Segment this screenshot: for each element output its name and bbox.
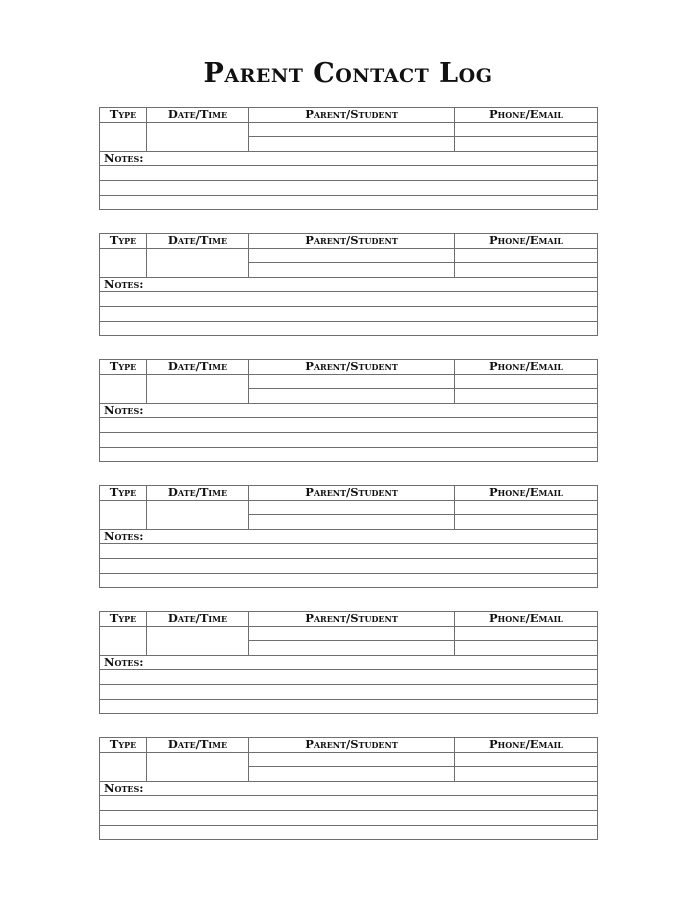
parent-student-field[interactable] — [249, 641, 455, 656]
notes-row — [100, 796, 598, 811]
notes-line[interactable] — [100, 573, 598, 588]
parent-student-field[interactable] — [249, 515, 455, 530]
notes-label: Notes: — [100, 781, 598, 796]
type-header: Type — [100, 486, 147, 501]
notes-line[interactable] — [100, 544, 598, 559]
notes-label-row — [100, 403, 598, 418]
header-row — [100, 360, 598, 375]
notes-row — [100, 432, 598, 447]
type-header: Type — [100, 612, 147, 627]
notes-line[interactable] — [100, 810, 598, 825]
type-field[interactable] — [100, 374, 147, 403]
phone-email-header: Phone/Email — [455, 234, 598, 249]
entry-row — [100, 500, 598, 515]
notes-label-row — [100, 277, 598, 292]
contact-log-table — [99, 737, 598, 840]
parent-student-field[interactable] — [249, 767, 455, 782]
contact-log-table — [99, 485, 598, 588]
type-field[interactable] — [100, 626, 147, 655]
notes-label-row — [100, 151, 598, 166]
notes-label: Notes: — [100, 655, 598, 670]
contact-log-entry — [99, 233, 597, 336]
contact-log-entry — [99, 737, 597, 840]
parent-student-header: Parent/Student — [249, 612, 455, 627]
datetime-field[interactable] — [147, 122, 249, 151]
entry-row — [100, 374, 598, 389]
parent-student-field[interactable] — [249, 122, 455, 137]
notes-row — [100, 292, 598, 307]
parent-student-field[interactable] — [249, 248, 455, 263]
header-row — [100, 108, 598, 123]
datetime-field[interactable] — [147, 752, 249, 781]
datetime-field[interactable] — [147, 374, 249, 403]
phone-email-field[interactable] — [455, 374, 598, 389]
notes-line[interactable] — [100, 195, 598, 210]
datetime-field[interactable] — [147, 500, 249, 529]
phone-email-field[interactable] — [455, 641, 598, 656]
page-title: Parent Contact Log — [203, 58, 493, 89]
parent-student-header: Parent/Student — [249, 738, 455, 753]
parent-student-header: Parent/Student — [249, 234, 455, 249]
notes-row — [100, 321, 598, 336]
phone-email-header: Phone/Email — [455, 360, 598, 375]
notes-line[interactable] — [100, 699, 598, 714]
phone-email-header: Phone/Email — [455, 612, 598, 627]
phone-email-field[interactable] — [455, 263, 598, 278]
notes-label: Notes: — [100, 277, 598, 292]
contact-log-entry — [99, 107, 597, 210]
phone-email-header: Phone/Email — [455, 108, 598, 123]
contact-log-entry — [99, 359, 597, 462]
notes-row — [100, 166, 598, 181]
notes-row — [100, 573, 598, 588]
notes-line[interactable] — [100, 180, 598, 195]
entry-row — [100, 248, 598, 263]
type-header: Type — [100, 108, 147, 123]
notes-line[interactable] — [100, 684, 598, 699]
notes-label: Notes: — [100, 403, 598, 418]
notes-label: Notes: — [100, 151, 598, 166]
contact-log-table — [99, 359, 598, 462]
type-header: Type — [100, 360, 147, 375]
datetime-field[interactable] — [147, 248, 249, 277]
entry-row — [100, 626, 598, 641]
notes-row — [100, 825, 598, 840]
type-header: Type — [100, 234, 147, 249]
notes-row — [100, 418, 598, 433]
phone-email-field[interactable] — [455, 500, 598, 515]
contact-log-entry — [99, 611, 597, 714]
notes-line[interactable] — [100, 447, 598, 462]
contact-log-entry — [99, 485, 597, 588]
type-field[interactable] — [100, 248, 147, 277]
header-row — [100, 738, 598, 753]
parent-student-field[interactable] — [249, 374, 455, 389]
type-header: Type — [100, 738, 147, 753]
entry-row — [100, 752, 598, 767]
phone-email-field[interactable] — [455, 767, 598, 782]
header-row — [100, 486, 598, 501]
notes-line[interactable] — [100, 432, 598, 447]
phone-email-field[interactable] — [455, 515, 598, 530]
phone-email-field[interactable] — [455, 626, 598, 641]
contact-log-table — [99, 107, 598, 210]
notes-line[interactable] — [100, 321, 598, 336]
parent-student-header: Parent/Student — [249, 486, 455, 501]
notes-row — [100, 684, 598, 699]
phone-email-field[interactable] — [455, 122, 598, 137]
notes-row — [100, 306, 598, 321]
entry-row — [100, 122, 598, 137]
phone-email-field[interactable] — [455, 137, 598, 152]
parent-student-field[interactable] — [249, 752, 455, 767]
notes-row — [100, 180, 598, 195]
notes-label-row — [100, 529, 598, 544]
parent-student-field[interactable] — [249, 626, 455, 641]
type-field[interactable] — [100, 500, 147, 529]
phone-email-field[interactable] — [455, 248, 598, 263]
notes-line[interactable] — [100, 292, 598, 307]
notes-row — [100, 810, 598, 825]
datetime-header: Date/Time — [147, 612, 249, 627]
datetime-header: Date/Time — [147, 360, 249, 375]
phone-email-field[interactable] — [455, 389, 598, 404]
parent-student-header: Parent/Student — [249, 108, 455, 123]
datetime-header: Date/Time — [147, 234, 249, 249]
phone-email-header: Phone/Email — [455, 738, 598, 753]
contact-log-table — [99, 611, 598, 714]
phone-email-field[interactable] — [455, 752, 598, 767]
phone-email-header: Phone/Email — [455, 486, 598, 501]
notes-line[interactable] — [100, 796, 598, 811]
datetime-header: Date/Time — [147, 738, 249, 753]
notes-line[interactable] — [100, 558, 598, 573]
notes-line[interactable] — [100, 306, 598, 321]
notes-row — [100, 195, 598, 210]
notes-row — [100, 670, 598, 685]
datetime-field[interactable] — [147, 626, 249, 655]
notes-label-row — [100, 655, 598, 670]
notes-row — [100, 544, 598, 559]
parent-student-field[interactable] — [249, 389, 455, 404]
datetime-header: Date/Time — [147, 486, 249, 501]
contact-log-table — [99, 233, 598, 336]
notes-line[interactable] — [100, 418, 598, 433]
notes-line[interactable] — [100, 825, 598, 840]
notes-line[interactable] — [100, 166, 598, 181]
datetime-header: Date/Time — [147, 108, 249, 123]
notes-row — [100, 447, 598, 462]
notes-label: Notes: — [100, 529, 598, 544]
notes-label-row — [100, 781, 598, 796]
type-field[interactable] — [100, 752, 147, 781]
parent-student-field[interactable] — [249, 263, 455, 278]
header-row — [100, 234, 598, 249]
notes-row — [100, 558, 598, 573]
parent-student-field[interactable] — [249, 500, 455, 515]
type-field[interactable] — [100, 122, 147, 151]
parent-student-header: Parent/Student — [249, 360, 455, 375]
notes-line[interactable] — [100, 670, 598, 685]
notes-row — [100, 699, 598, 714]
parent-student-field[interactable] — [249, 137, 455, 152]
header-row — [100, 612, 598, 627]
